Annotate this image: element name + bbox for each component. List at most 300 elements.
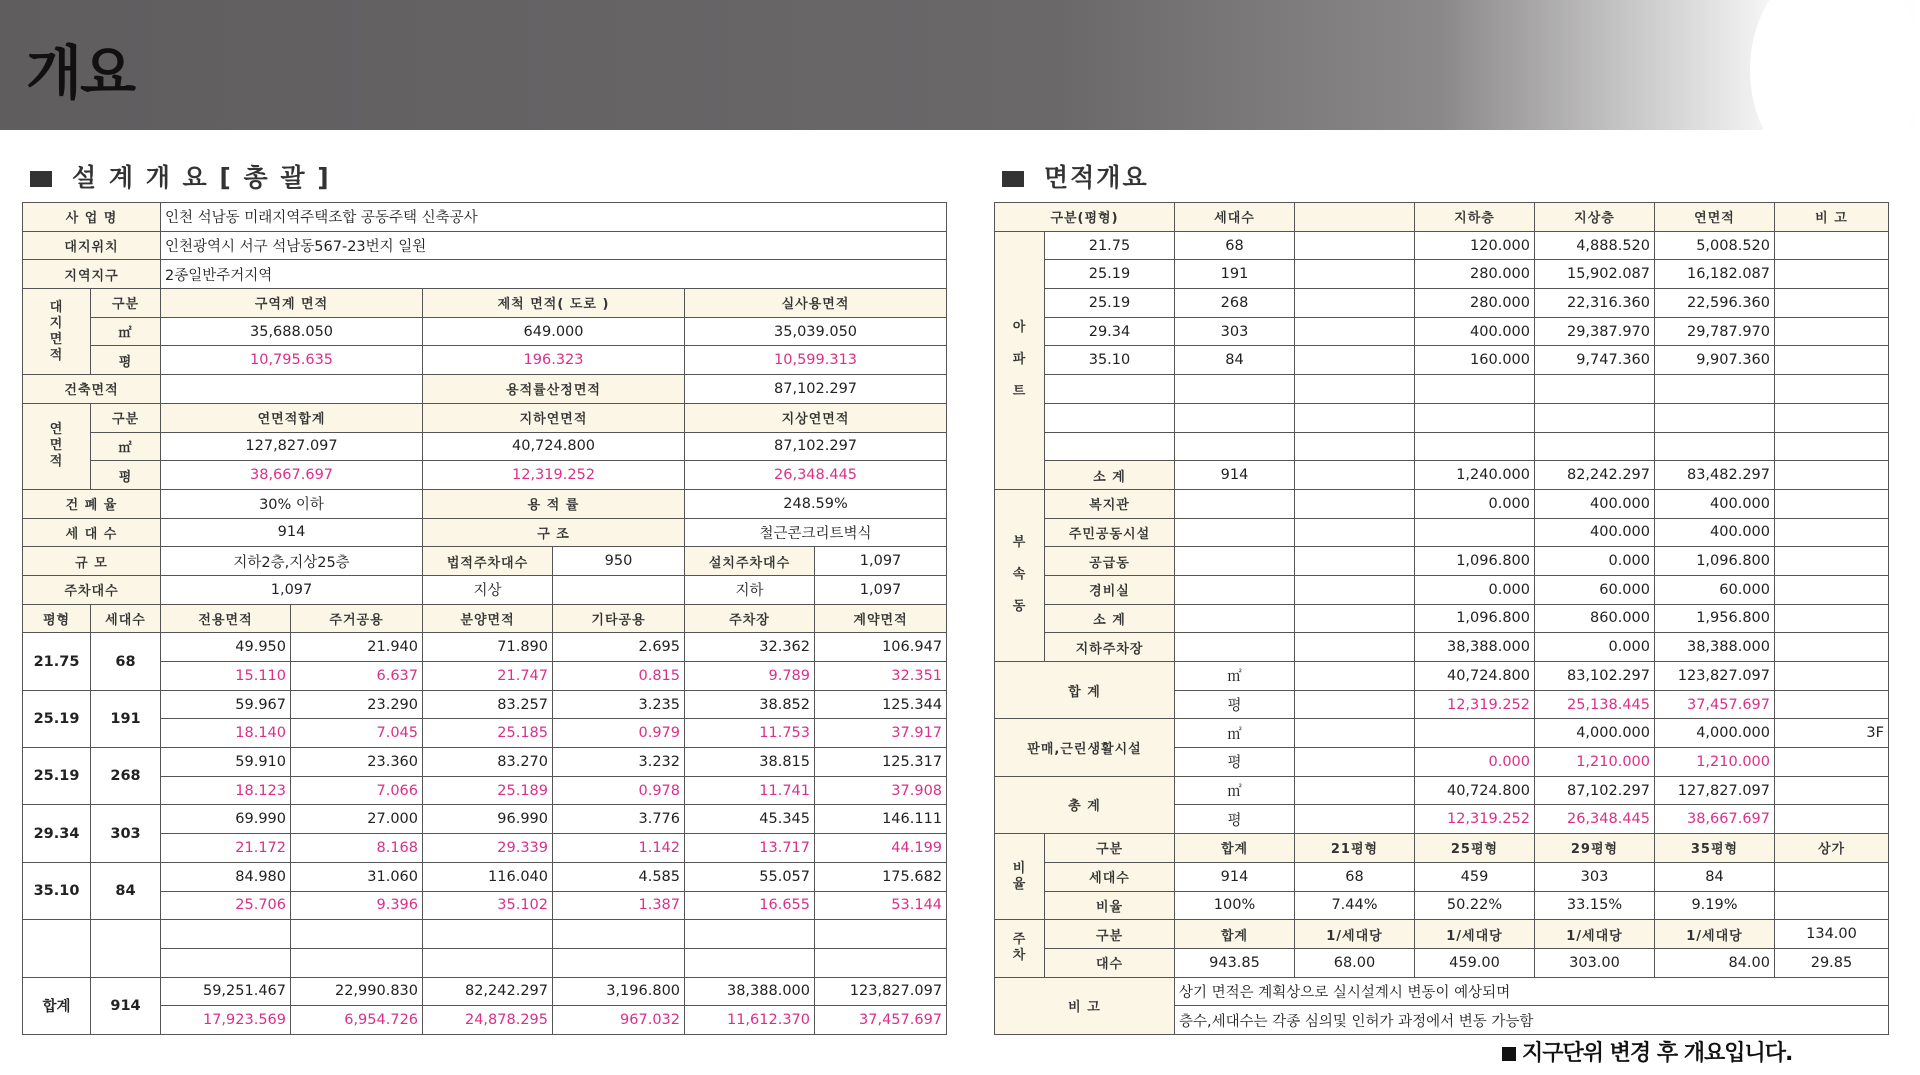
area-table-cell: 280.000	[1415, 260, 1535, 289]
area-table-row	[995, 633, 1889, 662]
design-table-cell	[423, 948, 553, 977]
design-table-cell: 0.815	[553, 662, 685, 691]
design-table-cell: 83.270	[423, 748, 553, 777]
design-table-cell: 지역지구	[23, 260, 161, 289]
design-table-cell: 주차장	[685, 604, 815, 633]
design-table-row	[23, 575, 947, 604]
area-table-cell: 4,000.000	[1655, 719, 1775, 748]
area-table-cell: 400.000	[1535, 489, 1655, 518]
area-table-cell	[1775, 289, 1889, 318]
area-table-cell: 29,387.970	[1535, 317, 1655, 346]
area-table-cell	[1045, 375, 1175, 404]
page-title: 개요	[26, 39, 135, 107]
area-table-cell: 25.19	[1045, 260, 1175, 289]
area-table-cell: 0.000	[1535, 633, 1655, 662]
area-overview-title-text: 면적개요	[1044, 163, 1149, 192]
design-table-cell: 37.908	[815, 776, 947, 805]
design-table-cell: 구역계 면적	[161, 289, 423, 318]
area-table-cell	[1295, 633, 1415, 662]
design-table-cell: 649.000	[423, 317, 685, 346]
area-table-cell: 400.000	[1415, 317, 1535, 346]
area-table-row	[995, 920, 1889, 949]
design-table-row	[23, 461, 947, 490]
area-table-cell	[1775, 461, 1889, 490]
design-table-cell: 17,923.569	[161, 1006, 291, 1035]
area-table-cell: 83,482.297	[1655, 461, 1775, 490]
area-table-cell: 914	[1175, 862, 1295, 891]
design-table-cell: 38.815	[685, 748, 815, 777]
design-table-cell: 18.123	[161, 776, 291, 805]
design-overview-title	[30, 158, 331, 194]
area-table-cell	[1775, 518, 1889, 547]
area-table-row	[995, 403, 1889, 432]
area-table-cell	[1415, 403, 1535, 432]
area-table-cell	[1295, 231, 1415, 260]
area-table-cell: 1,096.800	[1655, 547, 1775, 576]
area-table-cell: 84	[1655, 862, 1775, 891]
design-table-cell: 용 적 률	[423, 489, 685, 518]
area-table-cell: 134.00	[1775, 920, 1889, 949]
design-table-cell: 23.290	[291, 690, 423, 719]
area-table-cell	[1775, 690, 1889, 719]
area-table-cell: 비 율	[995, 834, 1045, 920]
design-table-cell: 31.060	[291, 862, 423, 891]
design-table-row	[23, 920, 947, 949]
area-table-cell	[1775, 375, 1889, 404]
design-table-cell: 22,990.830	[291, 977, 423, 1006]
area-table-cell	[1295, 690, 1415, 719]
design-table-row	[23, 289, 947, 318]
area-table-cell	[1175, 633, 1295, 662]
area-table-cell	[1175, 518, 1295, 547]
design-table-cell: 11.741	[685, 776, 815, 805]
area-table-cell: 16,182.087	[1655, 260, 1775, 289]
design-table-cell: 23.360	[291, 748, 423, 777]
area-table-cell: 아 파 트	[995, 231, 1045, 489]
area-table-cell	[1295, 260, 1415, 289]
design-table-cell: 123,827.097	[815, 977, 947, 1006]
area-table-cell: 비 고	[1775, 203, 1889, 232]
design-table-cell: 11,612.370	[685, 1006, 815, 1035]
area-table-cell: 21평형	[1295, 834, 1415, 863]
area-table-cell	[1775, 489, 1889, 518]
design-table-cell: 32.362	[685, 633, 815, 662]
area-table-cell: 40,724.800	[1415, 662, 1535, 691]
area-table-cell: 83,102.297	[1535, 662, 1655, 691]
area-overview-table	[994, 202, 1889, 1035]
design-table-cell: 248.59%	[685, 489, 947, 518]
area-table-cell: 160.000	[1415, 346, 1535, 375]
design-table-cell: 21.75	[23, 633, 91, 690]
design-table-cell: 96.990	[423, 805, 553, 834]
design-table-cell: 146.111	[815, 805, 947, 834]
area-table-row	[995, 977, 1889, 1006]
area-table-cell: ㎡	[1175, 662, 1295, 691]
area-table-cell	[1775, 547, 1889, 576]
area-table-cell	[1295, 289, 1415, 318]
area-table-row	[995, 719, 1889, 748]
design-table-cell: 55.057	[685, 862, 815, 891]
design-table-cell: 116.040	[423, 862, 553, 891]
area-table-cell: 35.10	[1045, 346, 1175, 375]
area-table-cell: 1,956.800	[1655, 604, 1775, 633]
area-table-cell: 구분	[1045, 920, 1175, 949]
area-table-cell: 60.000	[1655, 575, 1775, 604]
area-table-cell: 21.75	[1045, 231, 1175, 260]
design-table-cell: 1,097	[815, 575, 947, 604]
area-table-cell	[1775, 575, 1889, 604]
area-table-row	[995, 518, 1889, 547]
design-table-cell: 철근콘크리트벽식	[685, 518, 947, 547]
area-table-cell	[1295, 547, 1415, 576]
design-table-cell: 1.142	[553, 834, 685, 863]
design-table-cell: 38,388.000	[685, 977, 815, 1006]
area-table-cell: 3F	[1775, 719, 1889, 748]
design-table-cell: 11.753	[685, 719, 815, 748]
area-table-cell: 비율	[1045, 891, 1175, 920]
design-table-cell: 25.185	[423, 719, 553, 748]
design-table-cell: 35.102	[423, 891, 553, 920]
design-table-cell: 2종일반주거지역	[161, 260, 947, 289]
design-table-cell: 6.637	[291, 662, 423, 691]
design-table-cell	[161, 948, 291, 977]
design-table-cell: 37,457.697	[815, 1006, 947, 1035]
area-table-cell	[1045, 403, 1175, 432]
area-table-cell: 50.22%	[1415, 891, 1535, 920]
area-table-cell	[1775, 346, 1889, 375]
area-table-cell: 29평형	[1535, 834, 1655, 863]
design-table-cell: 191	[91, 690, 161, 747]
area-table-cell	[1295, 432, 1415, 461]
design-table-cell: 연 면 적	[23, 403, 91, 489]
area-table-cell: 합계	[1175, 834, 1295, 863]
design-table-cell: 주차대수	[23, 575, 161, 604]
design-table-row	[23, 403, 947, 432]
design-table-cell: 967.032	[553, 1006, 685, 1035]
design-table-row	[23, 977, 947, 1006]
area-table-cell: 303	[1175, 317, 1295, 346]
design-table-cell: 106.947	[815, 633, 947, 662]
area-table-cell: 평	[1175, 690, 1295, 719]
design-table-cell: 21.172	[161, 834, 291, 863]
design-table-cell: 18.140	[161, 719, 291, 748]
area-table-cell	[1295, 805, 1415, 834]
design-table-cell: ㎡	[91, 432, 161, 461]
area-table-cell: 소 계	[1045, 461, 1175, 490]
area-table-cell: 38,667.697	[1655, 805, 1775, 834]
area-table-cell: 15,902.087	[1535, 260, 1655, 289]
area-table-row	[995, 862, 1889, 891]
design-table-cell: 914	[91, 977, 161, 1034]
area-table-cell: 5,008.520	[1655, 231, 1775, 260]
design-table-row	[23, 547, 947, 576]
area-table-cell: 합계	[1175, 920, 1295, 949]
design-table-cell: 10,599.313	[685, 346, 947, 375]
area-table-row	[995, 604, 1889, 633]
design-table-cell: 84.980	[161, 862, 291, 891]
design-table-cell: 지하	[685, 575, 815, 604]
area-table-cell: 35평형	[1655, 834, 1775, 863]
design-table-cell: 68	[91, 633, 161, 690]
design-table-cell: 35,039.050	[685, 317, 947, 346]
design-table-row	[23, 805, 947, 834]
design-table-cell: 49.950	[161, 633, 291, 662]
design-table-cell: 3,196.800	[553, 977, 685, 1006]
area-table-cell	[1295, 489, 1415, 518]
design-table-cell: 125.344	[815, 690, 947, 719]
design-table-cell: 71.890	[423, 633, 553, 662]
area-table-cell	[1295, 662, 1415, 691]
design-table-cell	[685, 948, 815, 977]
design-table-cell: 45.345	[685, 805, 815, 834]
design-table-cell: 25.19	[23, 690, 91, 747]
design-table-cell: 40,724.800	[423, 432, 685, 461]
design-table-cell: 35,688.050	[161, 317, 423, 346]
design-table-cell: 27.000	[291, 805, 423, 834]
bullet-square-icon	[1502, 1047, 1516, 1061]
area-table-cell	[1415, 518, 1535, 547]
area-table-cell: 평	[1175, 748, 1295, 777]
design-table-cell: 53.144	[815, 891, 947, 920]
area-table-cell: 84	[1175, 346, 1295, 375]
area-table-cell: 상가	[1775, 834, 1889, 863]
design-table-row	[23, 346, 947, 375]
design-table-cell: 9.789	[685, 662, 815, 691]
area-table-cell: 29.34	[1045, 317, 1175, 346]
area-table-cell: 총 계	[995, 776, 1175, 833]
area-table-cell: 0.000	[1415, 575, 1535, 604]
design-table-cell: 설치주차대수	[685, 547, 815, 576]
footnote-text: 지구단위 변경 후 개요입니다.	[1522, 1041, 1793, 1066]
area-table-cell	[1295, 461, 1415, 490]
design-table-cell: 175.682	[815, 862, 947, 891]
design-table-cell: 평형	[23, 604, 91, 633]
design-table-cell: 196.323	[423, 346, 685, 375]
design-table-cell: 세대수	[91, 604, 161, 633]
area-table-cell: 943.85	[1175, 948, 1295, 977]
design-table-cell: 0.979	[553, 719, 685, 748]
area-table-cell: 지하층	[1415, 203, 1535, 232]
design-table-cell: 3.776	[553, 805, 685, 834]
design-table-cell: 평	[91, 461, 161, 490]
area-table-cell: 22,596.360	[1655, 289, 1775, 318]
area-table-cell: 68	[1295, 862, 1415, 891]
area-table-cell: 주 차	[995, 920, 1045, 977]
area-table-cell	[1655, 432, 1775, 461]
design-table-cell: 주거공용	[291, 604, 423, 633]
area-table-row	[995, 346, 1889, 375]
area-table-row	[995, 461, 1889, 490]
area-table-cell: 1/세대당	[1535, 920, 1655, 949]
area-table-cell: 0.000	[1535, 547, 1655, 576]
area-table-cell	[1775, 748, 1889, 777]
design-overview-table	[22, 202, 947, 1035]
area-table-cell: 459	[1415, 862, 1535, 891]
design-table-cell: 24,878.295	[423, 1006, 553, 1035]
design-table-cell: 계약면적	[815, 604, 947, 633]
area-table-cell: 합 계	[995, 662, 1175, 719]
area-table-cell: 층수,세대수는 각종 심의및 인허가 과정에서 변동 가능함	[1175, 1006, 1889, 1035]
design-table-cell	[291, 920, 423, 949]
area-table-cell: 29,787.970	[1655, 317, 1775, 346]
area-table-cell: 부 속 동	[995, 489, 1045, 661]
design-table-row	[23, 317, 947, 346]
area-table-row	[995, 547, 1889, 576]
area-table-cell	[1655, 375, 1775, 404]
design-table-cell	[91, 920, 161, 977]
area-table-cell: 87,102.297	[1535, 776, 1655, 805]
design-table-row	[23, 891, 947, 920]
design-overview-title-text: 설 계 개 요 [ 총 괄 ]	[72, 163, 331, 192]
design-table-row	[23, 690, 947, 719]
area-table-cell	[1175, 575, 1295, 604]
area-table-cell	[1775, 805, 1889, 834]
area-table-cell: 9,747.360	[1535, 346, 1655, 375]
design-table-row	[23, 776, 947, 805]
design-table-row	[23, 489, 947, 518]
area-table-cell: 84.00	[1655, 948, 1775, 977]
design-table-row	[23, 834, 947, 863]
area-table-cell: 1/세대당	[1295, 920, 1415, 949]
area-table-cell	[1775, 432, 1889, 461]
area-table-cell	[1775, 891, 1889, 920]
design-table-cell: 연면적합계	[161, 403, 423, 432]
design-table-cell: 제척 면적( 도로 )	[423, 289, 685, 318]
area-table-cell: 127,827.097	[1655, 776, 1775, 805]
design-table-cell: 지하연면적	[423, 403, 685, 432]
area-table-cell	[1415, 375, 1535, 404]
design-table-cell: 지상	[423, 575, 553, 604]
area-table-cell: 12,319.252	[1415, 805, 1535, 834]
design-table-cell: 0.978	[553, 776, 685, 805]
area-table-cell: 1,240.000	[1415, 461, 1535, 490]
area-table-cell	[1175, 489, 1295, 518]
design-table-cell: 69.990	[161, 805, 291, 834]
area-table-row	[995, 432, 1889, 461]
area-table-cell	[1775, 260, 1889, 289]
area-table-cell: 860.000	[1535, 604, 1655, 633]
design-table-cell: 87,102.297	[685, 375, 947, 404]
design-table-cell: 7.066	[291, 776, 423, 805]
area-table-cell: 26,348.445	[1535, 805, 1655, 834]
area-overview-title	[1002, 158, 1149, 194]
area-table-row	[995, 891, 1889, 920]
area-table-cell	[1775, 662, 1889, 691]
design-table-row	[23, 633, 947, 662]
area-table-cell: 경비실	[1045, 575, 1175, 604]
footnote	[1502, 1036, 1792, 1067]
area-table-cell: 400.000	[1655, 489, 1775, 518]
design-table-cell: 12,319.252	[423, 461, 685, 490]
area-table-cell: 25평형	[1415, 834, 1535, 863]
area-table-cell: 22,316.360	[1535, 289, 1655, 318]
design-table-cell: 9.396	[291, 891, 423, 920]
design-table-cell: 268	[91, 748, 161, 805]
area-table-cell	[1295, 575, 1415, 604]
design-table-row	[23, 432, 947, 461]
area-table-cell: 0.000	[1415, 748, 1535, 777]
design-table-row	[23, 1006, 947, 1035]
area-table-cell: 평	[1175, 805, 1295, 834]
design-table-cell: 실사용면적	[685, 289, 947, 318]
design-table-cell: 6,954.726	[291, 1006, 423, 1035]
area-table-cell: 68.00	[1295, 948, 1415, 977]
design-table-cell: 127,827.097	[161, 432, 423, 461]
area-table-cell: 1/세대당	[1415, 920, 1535, 949]
design-table-cell: 29.339	[423, 834, 553, 863]
area-table-cell	[1295, 346, 1415, 375]
design-table-cell	[815, 948, 947, 977]
design-table-cell: 38.852	[685, 690, 815, 719]
area-table-cell	[1175, 604, 1295, 633]
area-table-cell	[1415, 719, 1535, 748]
area-table-row	[995, 231, 1889, 260]
design-table-cell	[553, 920, 685, 949]
area-table-cell	[1295, 719, 1415, 748]
area-table-cell: ㎡	[1175, 719, 1295, 748]
area-table-cell: 191	[1175, 260, 1295, 289]
design-table-cell: 82,242.297	[423, 977, 553, 1006]
area-table-cell: 지하주차장	[1045, 633, 1175, 662]
area-table-cell: 459.00	[1415, 948, 1535, 977]
design-table-cell: 법적주차대수	[423, 547, 553, 576]
area-table-cell: 12,319.252	[1415, 690, 1535, 719]
area-table-cell	[1775, 231, 1889, 260]
area-table-row	[995, 776, 1889, 805]
area-table-cell: 68	[1175, 231, 1295, 260]
area-table-cell: 1,210.000	[1655, 748, 1775, 777]
design-table-cell	[291, 948, 423, 977]
area-table-cell	[1775, 604, 1889, 633]
design-table-row	[23, 260, 947, 289]
design-table-cell: 합계	[23, 977, 91, 1034]
area-table-cell: 38,388.000	[1415, 633, 1535, 662]
area-table-cell: 1,096.800	[1415, 604, 1535, 633]
design-table-cell: 29.34	[23, 805, 91, 862]
design-table-cell: ㎡	[91, 317, 161, 346]
area-table-cell: 세대수	[1175, 203, 1295, 232]
area-table-cell: 303.00	[1535, 948, 1655, 977]
design-table-cell	[423, 920, 553, 949]
area-table-cell	[1045, 432, 1175, 461]
area-table-cell: 38,388.000	[1655, 633, 1775, 662]
design-table-cell: 건 폐 율	[23, 489, 161, 518]
area-table-cell: 60.000	[1535, 575, 1655, 604]
design-table-cell: 25.189	[423, 776, 553, 805]
area-table-cell: 공급동	[1045, 547, 1175, 576]
design-table-cell: 30% 이하	[161, 489, 423, 518]
design-table-cell: 3.235	[553, 690, 685, 719]
area-table-cell: 25.19	[1045, 289, 1175, 318]
area-table-cell	[1775, 862, 1889, 891]
area-table-cell: 9,907.360	[1655, 346, 1775, 375]
area-table-cell	[1775, 403, 1889, 432]
design-table-cell: 10,795.635	[161, 346, 423, 375]
area-table-cell: 37,457.697	[1655, 690, 1775, 719]
header-decoration	[1750, 0, 1920, 180]
area-table-cell: 판매,근린생활시설	[995, 719, 1175, 776]
design-table-cell: 32.351	[815, 662, 947, 691]
area-table-cell: 7.44%	[1295, 891, 1415, 920]
design-table-cell: 지상연면적	[685, 403, 947, 432]
header-banner	[0, 0, 1920, 130]
area-table-cell	[1295, 203, 1415, 232]
area-table-cell	[1295, 403, 1415, 432]
design-table-row	[23, 203, 947, 232]
design-table-row	[23, 862, 947, 891]
design-table-cell: 구분	[91, 403, 161, 432]
design-table-cell: 인천광역시 서구 석남동567-23번지 일원	[161, 231, 947, 260]
